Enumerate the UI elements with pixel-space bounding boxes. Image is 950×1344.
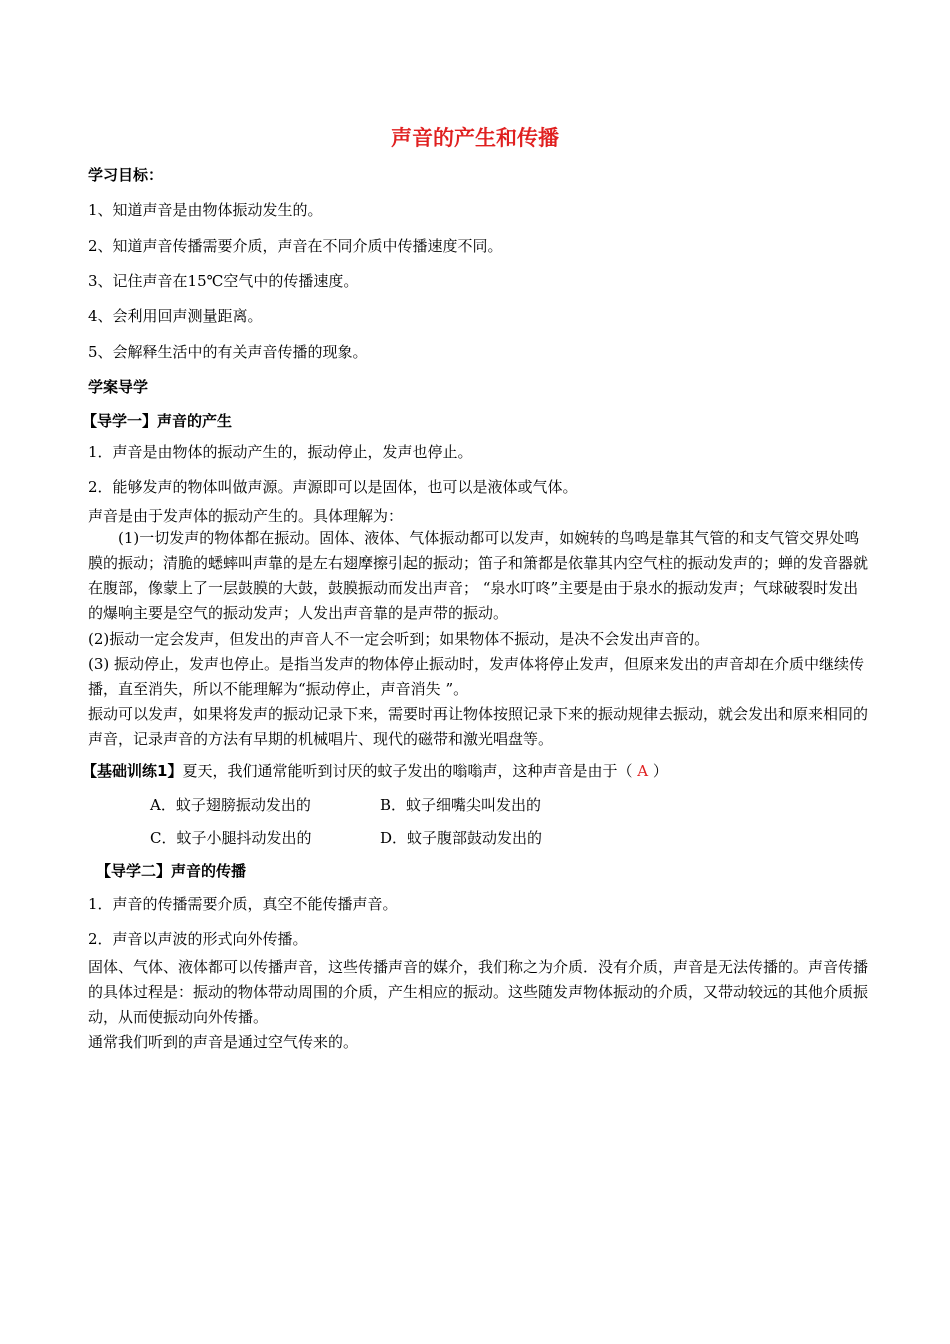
exercise-question-text: 夏天，我们通常能听到讨厌的蚊子发出的嗡嗡声，这种声音是由于（ — [182, 762, 633, 780]
section2-detail-1: 固体、气体、液体都可以传播声音，这些传播声音的媒介，我们称之为介质．没有介质，声音是无法传播的。声音传播的具体过程是：振动的物体带动周围的介质，产生相应的振动。这些随发声物体振动的介质，又带动较远的其他介质振动，从而使振动向外传播。 — [88, 958, 869, 1026]
objective-item: 2、知道声音传播需要介质，声音在不同介质中传播速度不同。 — [88, 237, 503, 255]
section1-detail-1 — [88, 526, 868, 626]
option-a: A．蚊子翅膀振动发出的 — [150, 796, 311, 814]
section1-detail-2: (2)振动一定会发声，但发出的声音人不一定会听到；如果物体不振动，是决不会发出声音的。 — [88, 630, 710, 648]
exercise-question — [82, 761, 668, 781]
section1-heading: 【导学一】声音的产生 — [82, 412, 233, 430]
option-b: B．蚊子细嘴尖叫发出的 — [380, 796, 542, 814]
section2-point: 2．声音以声波的形式向外传播。 — [88, 930, 308, 948]
objective-item: 4、会利用回声测量距离。 — [88, 307, 263, 325]
section1-detail-4: 振动可以发声，如果将发声的振动记录下来，需要时再让物体按照记录下来的振动规律去振动，就会发出和原来相同的声音，记录声音的方法有早期的机械唱片、现代的磁带和激光唱盘等。 — [88, 705, 869, 748]
section2-detail-2: 通常我们听到的声音是通过空气传来的。 — [88, 1033, 359, 1051]
exercise-close: ） — [652, 762, 668, 780]
option-d: D．蚊子腹部鼓动发出的 — [380, 829, 543, 847]
objective-item: 3、记住声音在15℃空气中的传播速度。 — [88, 272, 359, 290]
section2-heading: 【导学二】声音的传播 — [96, 862, 247, 880]
objective-item: 5、会解释生活中的有关声音传播的现象。 — [88, 343, 368, 361]
detail-1-text: (1)一切发声的物体都在振动。固体、液体、气体振动都可以发声，如婉转的鸟鸣是靠其气管的和支气管交界处鸣膜的振动；清脆的蟋蟀叫声靠的是左右翅摩擦引起的振动；笛子和箫都是依靠其内空气柱的振动发声的；蝉的发音器就在腹部，像蒙上了一层鼓膜的大鼓，鼓膜振动而发出声音； “泉水叮咚”主要是由于泉水的振动发声；气球破裂时发出的爆响主要是空气的振动发声；人发出声音靠的是声带的振动。 — [88, 529, 869, 622]
section2-point: 1．声音的传播需要介质，真空不能传播声音。 — [88, 895, 398, 913]
objectives-heading: 学习目标： — [88, 166, 164, 184]
exercise-answer: A — [637, 762, 649, 780]
exercise-label: 【基础训练1】 — [82, 762, 183, 780]
section1-point: 2．能够发声的物体叫做声源。声源即可以是固体，也可以是液体或气体。 — [88, 478, 578, 496]
guide-heading: 学案导学 — [88, 378, 149, 396]
option-c: C．蚊子小腿抖动发出的 — [150, 829, 312, 847]
objective-item: 1、知道声音是由物体振动发生的。 — [88, 201, 323, 219]
section1-intro: 声音是由于发声体的振动产生的。具体理解为： — [88, 507, 404, 525]
page-title: 声音的产生和传播 — [391, 126, 559, 150]
section1-detail-3: (3) 振动停止，发声也停止。是指当发声的物体停止振动时，发声体将停止发声，但原来发出的声音却在介质中继续传播，直至消失，所以不能理解为“振动停止，声音消失 ”。 — [88, 655, 865, 698]
section1-point: 1．声音是由物体的振动产生的，振动停止，发声也停止。 — [88, 443, 473, 461]
